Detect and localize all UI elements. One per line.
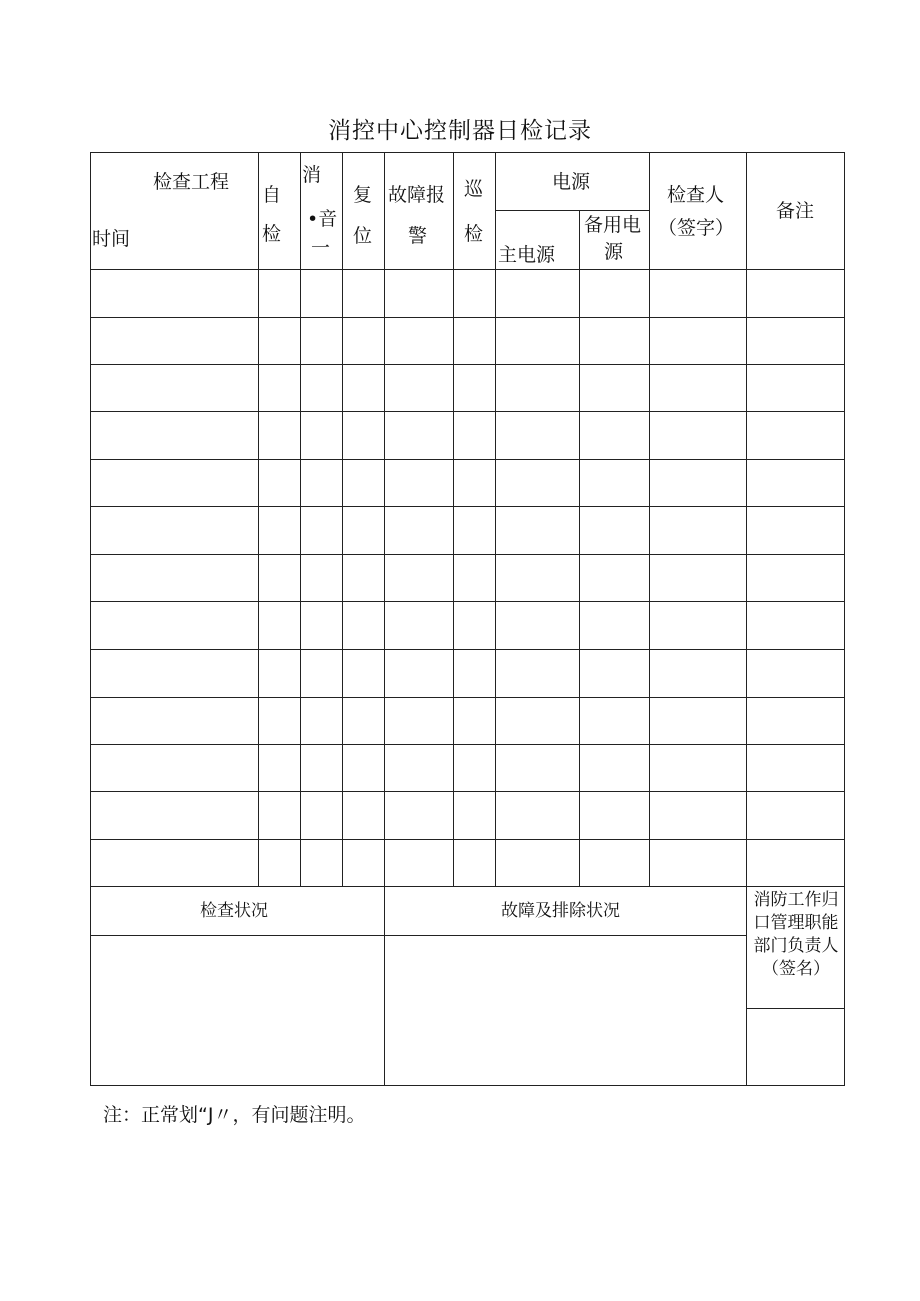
- responsible-label: 消防工作归口管理职能部门负责人（签名）: [753, 890, 839, 979]
- inspector-header-2: （签字）: [658, 217, 735, 239]
- inspector-header-1: 检查人: [667, 184, 725, 206]
- self-check-header-2: 检: [262, 223, 282, 245]
- reset-header-2: 位: [353, 225, 373, 247]
- remarks-header: 备注: [776, 200, 815, 222]
- silence-header-3: 一: [311, 237, 331, 259]
- time-header: 时间: [92, 228, 131, 250]
- power-header: 电源: [552, 171, 591, 193]
- backup-power-header-1: 备用电: [584, 214, 642, 236]
- check-status-field[interactable]: [91, 936, 384, 1085]
- fault-alarm-header-2: 警: [408, 225, 428, 247]
- silence-header-2: •音: [307, 208, 338, 230]
- item-header: 检查工程: [153, 171, 230, 193]
- patrol-header-2: 检: [464, 223, 484, 245]
- self-check-header-1: 自: [262, 184, 282, 206]
- silence-header-1: 消: [302, 164, 322, 186]
- main-power-header: 主电源: [498, 244, 556, 266]
- reset-header-1: 复: [353, 184, 373, 206]
- document-title: 消控中心控制器日检记录: [328, 118, 592, 144]
- responsible-signature-field[interactable]: [747, 1009, 844, 1085]
- footnote: 注：正常划“J〃，有问题注明。: [103, 1104, 366, 1126]
- backup-power-header-2: 源: [604, 241, 624, 263]
- fault-alarm-header-1: 故障报: [388, 184, 446, 206]
- check-status-label: 检查状况: [200, 901, 268, 921]
- patrol-header-1: 巡: [464, 178, 484, 200]
- fault-status-label: 故障及排除状况: [501, 901, 620, 921]
- daily-check-table: [90, 152, 845, 1086]
- fault-status-field[interactable]: [385, 936, 746, 1085]
